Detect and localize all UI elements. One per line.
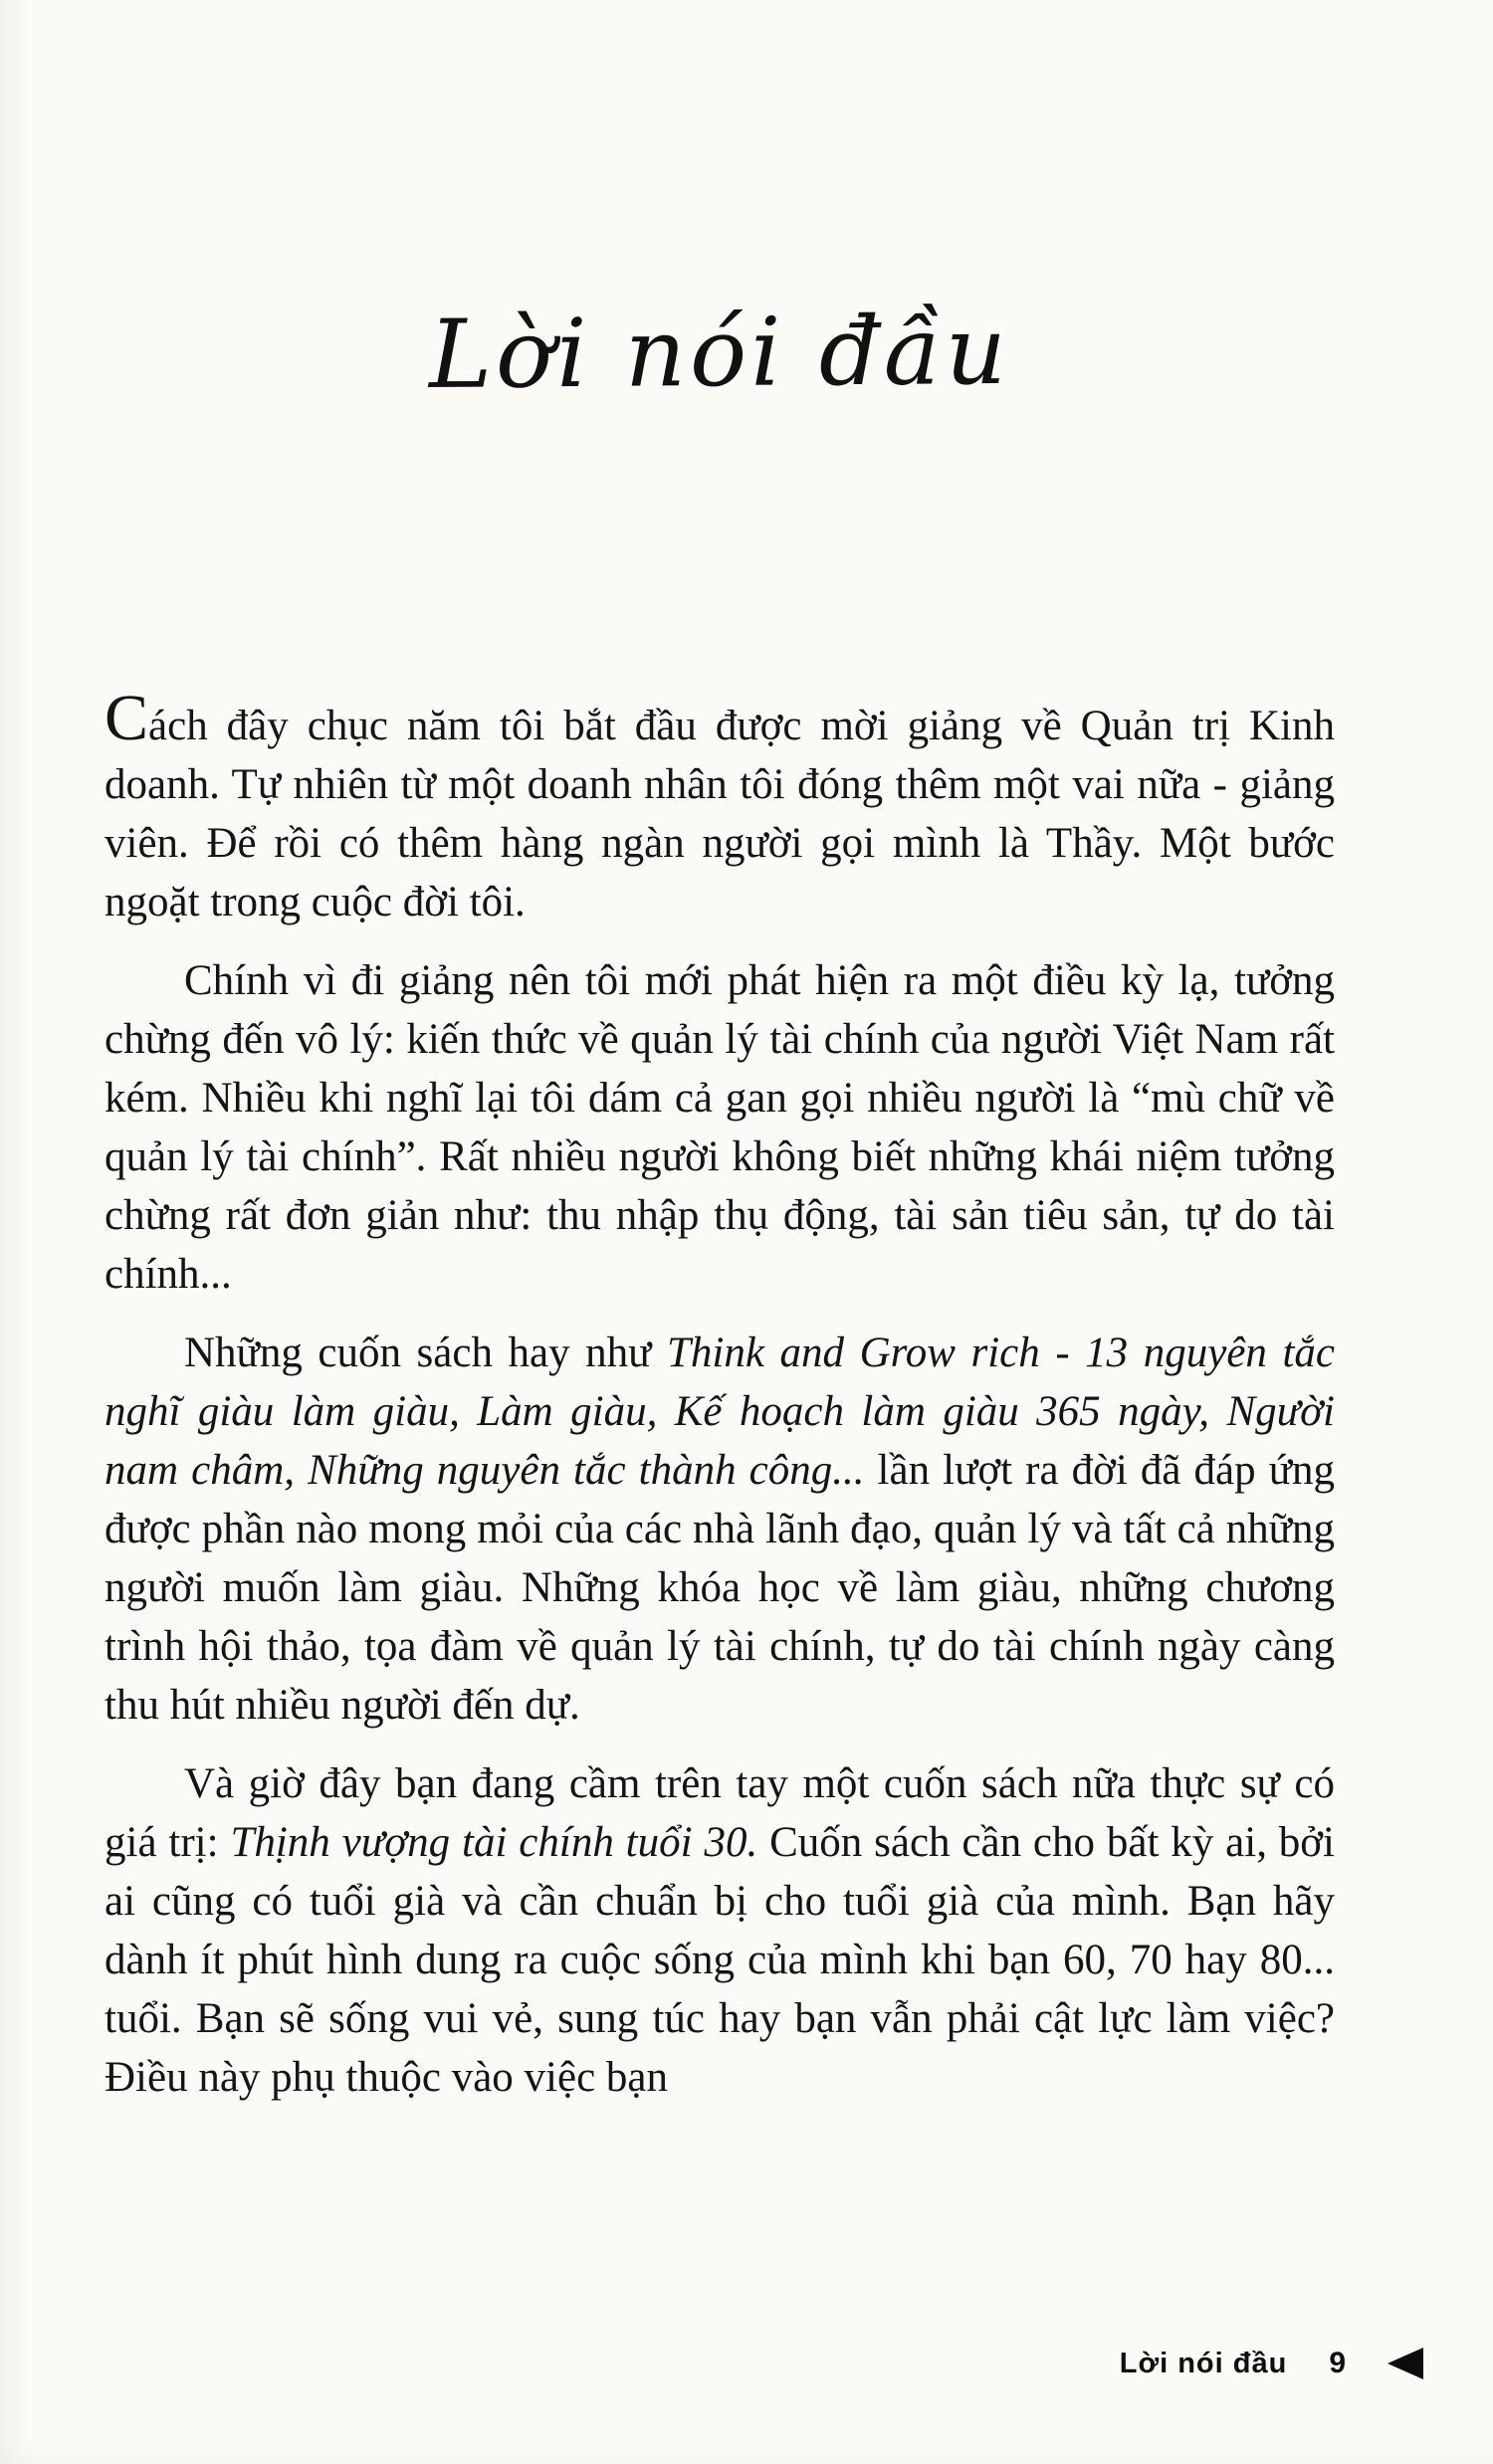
body-text bbox=[105, 682, 1336, 2127]
drop-cap: C bbox=[105, 682, 149, 754]
paragraph bbox=[105, 1754, 1335, 2107]
italic-text-segment: Thịnh vượng tài chính tuổi 30. bbox=[230, 1819, 758, 1866]
paragraph bbox=[105, 1324, 1335, 1735]
italic-text-segment: Think and Grow rich - 13 nguyên tắc nghĩ giàu làm giàu, Làm giàu, Kế hoạch làm giàu 365 ngày, Người nam châm, Những nguyên tắc thành công... bbox=[105, 1330, 1335, 1494]
text-segment: Những cuốn sách hay như bbox=[184, 1330, 668, 1376]
left-triangle-icon bbox=[1387, 2348, 1423, 2379]
text-segment: Và giờ đây bạn đang cầm trên tay một cuốn sách nữa thực sự có giá trị: bbox=[105, 1760, 1335, 1866]
paragraph bbox=[105, 682, 1335, 931]
page-footer bbox=[1120, 2347, 1423, 2380]
text-segment: lần lượt ra đời đã đáp ứng được phần nào mong mỏi của các nhà lãnh đạo, quản lý và tất cả những người muốn làm giàu. Những khóa học về làm giàu, những chương trình hội thảo, tọa đàm về quản lý tài chính, tự do tài chính ngày càng thu hút nhiều người đến dự. bbox=[105, 1447, 1336, 1729]
text-segment: ách đây chục năm tôi bắt đầu được mời giảng về Quản trị Kinh doanh. Tự nhiên từ một doanh nhân tôi đóng thêm một vai nữa - giảng viên. Để rồi có thêm hàng ngàn người gọi mình là Thầy. Một bước ngoặt trong cuộc đời tôi. bbox=[105, 703, 1335, 925]
page-title: Lời nói đầu bbox=[428, 296, 1011, 411]
text-segment: Cuốn sách cần cho bất kỳ ai, bởi ai cũng có tuổi già và cần chuẩn bị cho tuổi già của mình. Bạn hãy dành ít phút hình dung ra cuộc sống của mình khi bạn 60, 70 hay 80... tuổi. Bạn sẽ sống vui vẻ, sung túc hay bạn vẫn phải cật lực làm việc? Điều này phụ thuộc vào việc bạn bbox=[105, 1819, 1335, 2101]
text-segment: Chính vì đi giảng nên tôi mới phát hiện ra một điều kỳ lạ, tưởng chừng đến vô lý: kiến thức về quản lý tài chính của người Việt Nam rất kém. Nhiều khi nghĩ lại tôi dám cả gan gọi nhiều người là “mù chữ về quản lý tài chính”. Rất nhiều người không biết những khái niệm tưởng chừng rất đơn giản như: thu nhập thụ động, tài sản tiêu sản, tự do tài chính... bbox=[105, 957, 1335, 1298]
footer-page-number: 9 bbox=[1329, 2347, 1346, 2379]
paragraph bbox=[105, 951, 1335, 1304]
footer-section-label: Lời nói đầu bbox=[1119, 2347, 1288, 2379]
